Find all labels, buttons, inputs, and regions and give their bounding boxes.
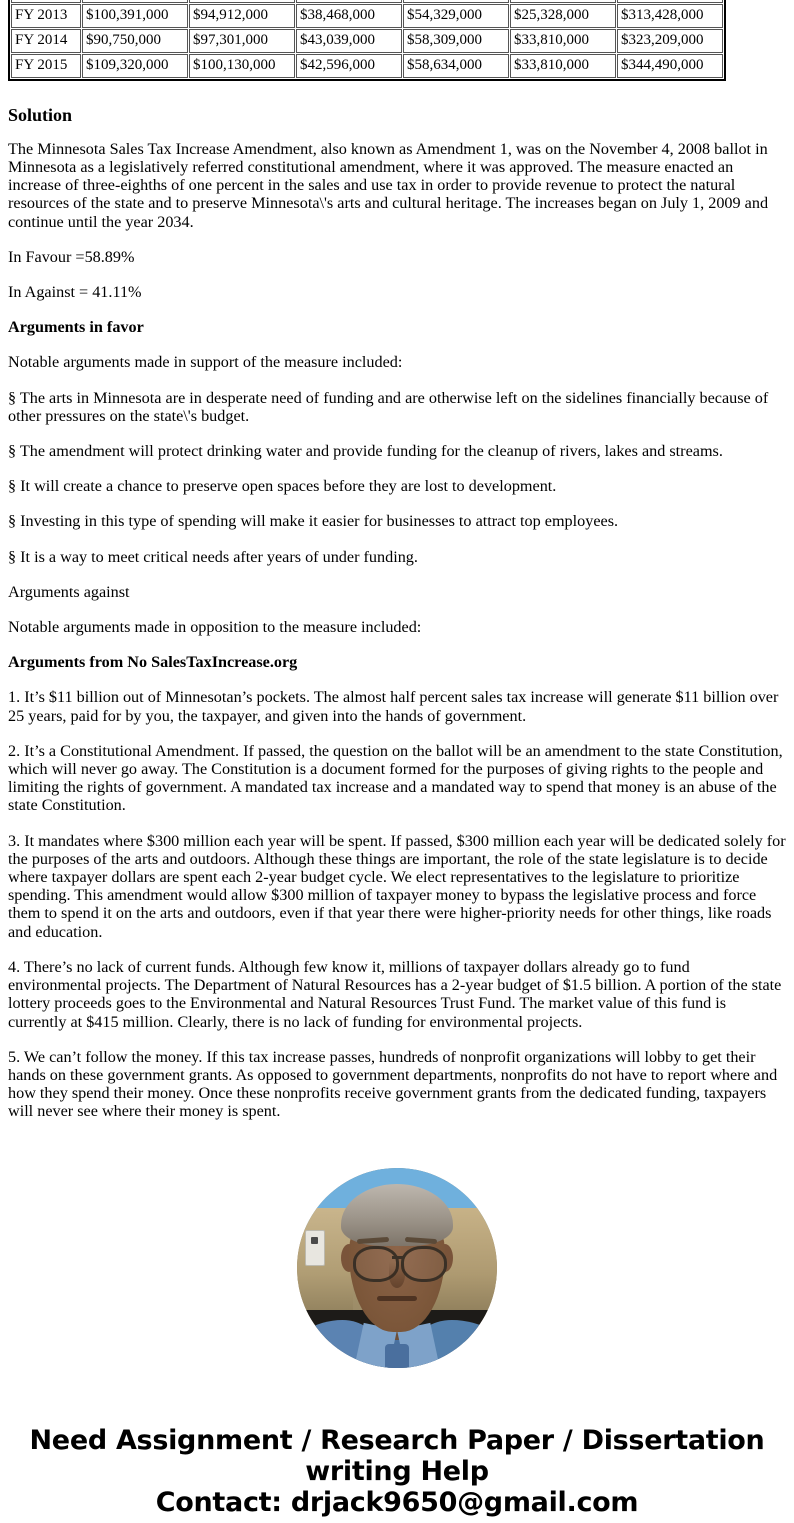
cell-col5 xyxy=(510,0,616,3)
fiscal-revenue-table xyxy=(8,0,726,81)
cell-year: FY 2014 xyxy=(11,29,81,53)
in-favour-percent: In Favour =58.89% xyxy=(8,247,135,266)
arguments-against-lead: Notable arguments made in opposition to the measure included: xyxy=(8,618,422,637)
cell-col2: $94,912,000 xyxy=(189,4,295,28)
cell-col3: $43,039,000 xyxy=(296,29,402,53)
in-against-percent: In Against = 41.11% xyxy=(8,283,142,302)
cell-col4 xyxy=(403,0,509,3)
favor-bullet-item: § It will create a chance to preserve open spaces before they are lost to development. xyxy=(8,477,557,496)
solution-heading: Solution xyxy=(8,105,73,125)
against-numbered-item: 2. It’s a Constitutional Amendment. If passed, the question on the ballot will be an amendment to the state Constitution, which will never go away. The Constitution is a document formed for the purposes of giving rights to the people and limiting the rights of government. A mandated tax increase and a mandated way to spend that money is an abuse of the state Constitution. xyxy=(8,741,783,815)
against-numbered-item: 5. We can’t follow the money. If this tax increase passes, hundreds of nonprofit organizations will lobby to get their hands on these government grants. As opposed to government departments, nonprofits do not have to report where and how they spend their money. Once these nonprofits receive government grants from the dedicated funding, taxpayers will never see where their money is spent. xyxy=(8,1047,778,1121)
cell-col4: $58,634,000 xyxy=(403,54,509,78)
cell-total: $313,428,000 xyxy=(617,4,723,28)
favor-bullet-item: § Investing in this type of spending will make it easier for businesses to attract top employees. xyxy=(8,512,619,531)
cell-col3: $38,468,000 xyxy=(296,4,402,28)
footer-contact-email: Contact: drjack9650@gmail.com xyxy=(155,1486,639,1518)
cell-year: FY 2013 xyxy=(11,4,81,28)
arguments-source-heading: Arguments from No SalesTaxIncrease.org xyxy=(8,653,298,672)
table-row xyxy=(11,54,723,78)
favor-bullet-item: § It is a way to meet critical needs after years of under funding. xyxy=(8,547,418,566)
table-row xyxy=(11,4,723,28)
against-numbered-item: 1. It’s $11 billion out of Minnesotan’s pockets. The almost half percent sales tax increase will generate $11 billion over 25 years, paid for by you, the taxpayer, and given into the hands of government. xyxy=(8,688,779,725)
cell-col1 xyxy=(82,0,188,3)
against-numbered-item: 3. It mandates where $300 million each year will be spent. If passed, $300 million each year will be dedicated solely for the purposes of the arts and outdoors. Although these things are important, the role of the state legislature is to decide where taxpayer dollars are spent each 2-year budget cycle. We elect representatives to the legislature to prioritize spending. This amendment would allow $300 million of taxpayer money to bypass the legislative process and force them to spend it on the arts and outdoors, even if that year there were higher-priority needs for other things, like roads and education. xyxy=(8,831,786,941)
table-row xyxy=(11,29,723,53)
cell-col4: $58,309,000 xyxy=(403,29,509,53)
arguments-in-favor-heading: Arguments in favor xyxy=(8,318,144,337)
against-numbered-item: 4. There’s no lack of current funds. Although few know it, millions of taxpayer dollars already go to fund environmental projects. The Department of Natural Resources has a 2-year budget of $1.5 billion. A portion of the state lottery proceeds goes to the Environmental and Natural Resources Trust Fund. The market value of this fund is currently at $415 million. Clearly, there is no lack of funding for environmental projects. xyxy=(8,957,782,1031)
cell-total xyxy=(617,0,723,3)
cell-total: $323,209,000 xyxy=(617,29,723,53)
cell-col5: $33,810,000 xyxy=(510,54,616,78)
solution-intro-paragraph: The Minnesota Sales Tax Increase Amendment, also known as Amendment 1, was on the November 4, 2008 ballot in Minnesota as a legislatively referred constitutional amendment, where it was approved. The measure enacted an increase of three-eighths of one percent in the sales and use tax in order to provide revenue to protect the natural resources of the state and to preserve Minnesota\'s arts and cultural heritage. The increases began on July 1, 2009 and continue until the year 2034. xyxy=(8,139,769,231)
favor-bullet-item: § The amendment will protect drinking water and provide funding for the cleanup of rivers, lakes and streams. xyxy=(8,442,723,461)
table-body xyxy=(11,0,723,78)
photo-mouth xyxy=(377,1296,417,1301)
cell-col1: $90,750,000 xyxy=(82,29,188,53)
cell-col5: $33,810,000 xyxy=(510,29,616,53)
avatar-container xyxy=(8,1168,786,1373)
cell-col5: $25,328,000 xyxy=(510,4,616,28)
cell-year: FY 2015 xyxy=(11,54,81,78)
cell-col1: $109,320,000 xyxy=(82,54,188,78)
arguments-against-heading: Arguments against xyxy=(8,582,130,601)
avatar xyxy=(297,1168,497,1368)
favor-bullet-item: § The arts in Minnesota are in desperate need of funding and are otherwise left on the sidelines financially because of other pressures on the state\'s budget. xyxy=(8,388,769,425)
cell-total: $344,490,000 xyxy=(617,54,723,78)
glasses-bridge xyxy=(392,1256,403,1259)
arguments-in-favor-lead: Notable arguments made in support of the measure included: xyxy=(8,353,403,372)
cell-col2 xyxy=(189,0,295,3)
cell-col2: $97,301,000 xyxy=(189,29,295,53)
cell-col2: $100,130,000 xyxy=(189,54,295,78)
cell-col1: $100,391,000 xyxy=(82,4,188,28)
photo-nose xyxy=(389,1262,405,1288)
footer-service-line: Need Assignment / Research Paper / Dissertation writing Help xyxy=(29,1424,765,1487)
glasses-icon xyxy=(401,1246,447,1282)
photo-wall-switch xyxy=(305,1230,325,1266)
cell-col3: $42,596,000 xyxy=(296,54,402,78)
document-content xyxy=(0,106,794,1518)
cell-year xyxy=(11,0,81,3)
photo-tie xyxy=(385,1344,409,1368)
cell-col3 xyxy=(296,0,402,3)
fiscal-table-container xyxy=(0,0,794,92)
cell-col4: $54,329,000 xyxy=(403,4,509,28)
footer-contact-block xyxy=(8,1425,786,1518)
table-row xyxy=(11,0,723,3)
